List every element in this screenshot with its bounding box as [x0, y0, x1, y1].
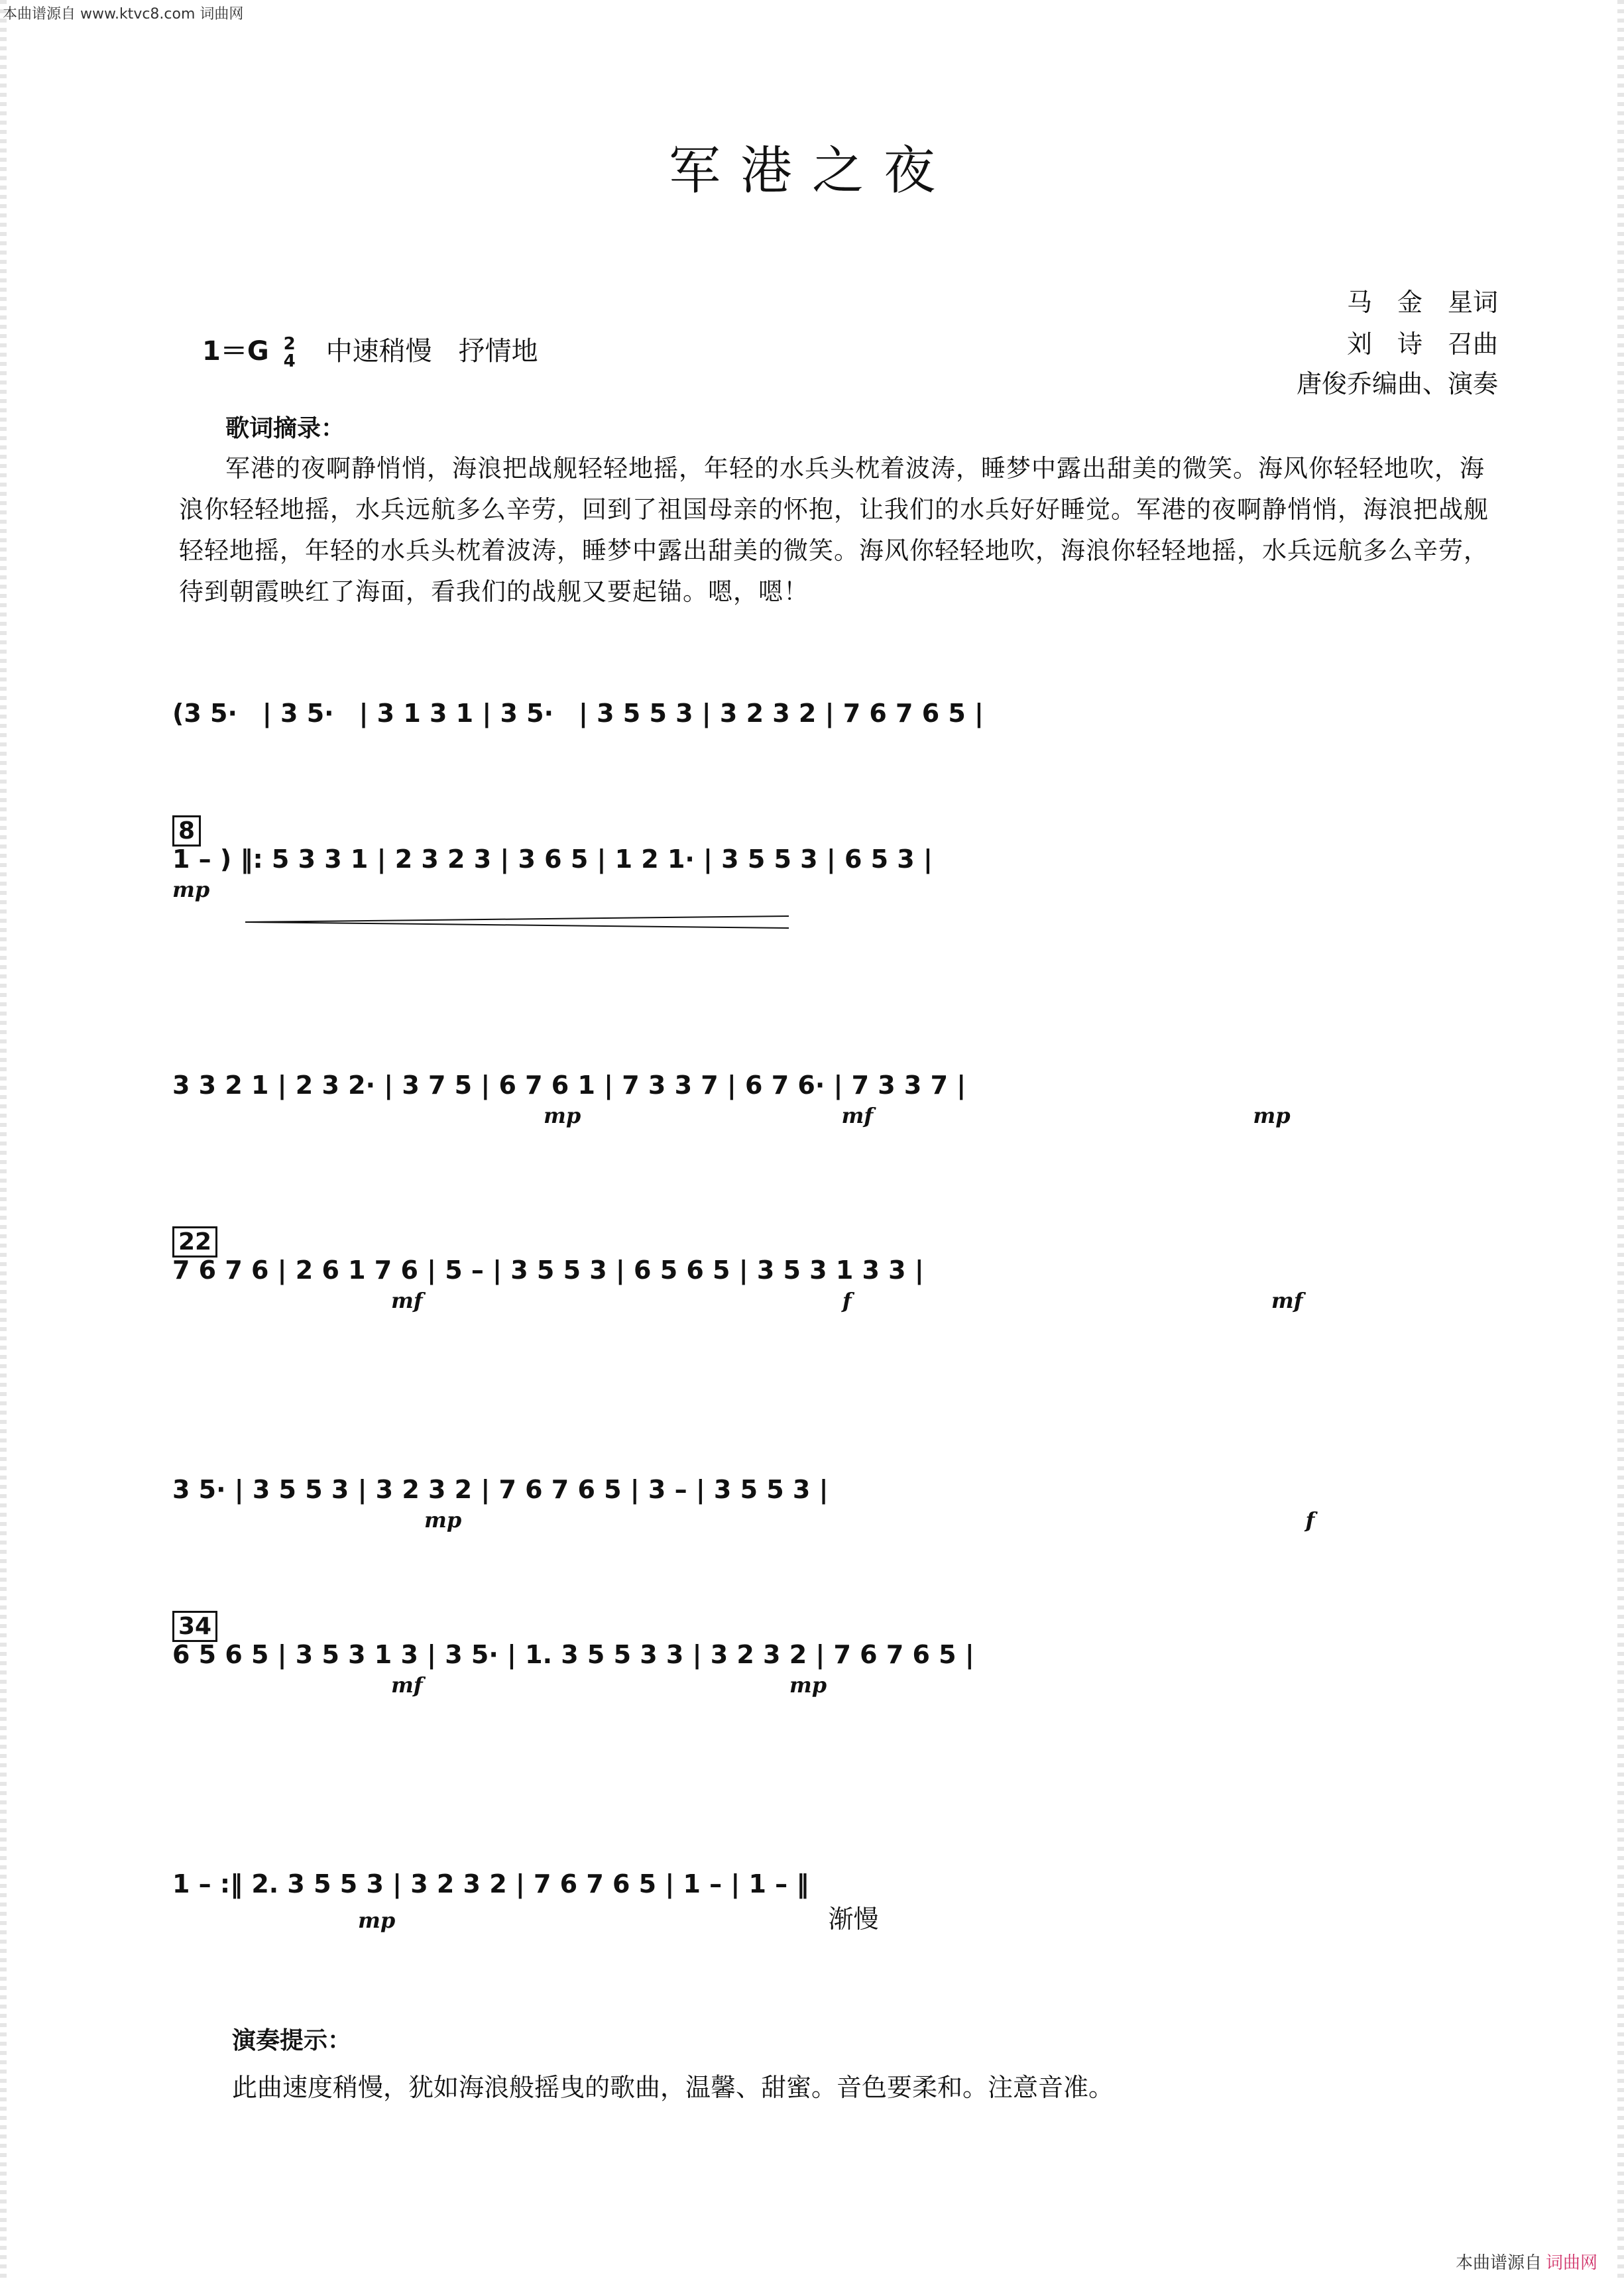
key-signature: [202, 330, 538, 370]
ritardando-annotation: 渐慢: [828, 1904, 879, 1934]
score-line-6: [172, 1611, 1497, 1710]
performance-notes-text: 此曲速度稍慢，犹如海浪般摇曳的歌曲，温馨、甜蜜。音色要柔和。注意音准。: [232, 2073, 1114, 2102]
notation-text: 7 6 7 6 | 2 6 1 7 6 | 5 – | 3 5 5 3 | 6 5 6 5 | 3 5 3 1 3 3 |: [172, 1256, 924, 1285]
score-line-4: [172, 1226, 1497, 1326]
left-edge-decoration: [0, 0, 7, 2283]
dynamic-marking: mf: [391, 1672, 423, 1698]
crescendo-hairpin: [245, 915, 789, 929]
score-line-3: [172, 1071, 1497, 1170]
notation-text: 3 3 2 1 | 2 3 2· | 3 7 5 | 6 7 6 1 | 7 3 3 7 | 6 7 6· | 7 3 3 7 |: [172, 1071, 966, 1100]
dynamic-marking: mf: [1271, 1288, 1303, 1313]
notation-text: 6 5 6 5 | 3 5 3 1 3 | 3 5· | 1. 3 5 5 3 3 | 3 2 3 2 | 7 6 7 6 5 |: [172, 1640, 974, 1669]
dynamic-marking: mp: [424, 1507, 462, 1533]
time-signature: [284, 335, 296, 370]
bottom-watermark-brand: 词曲网: [1545, 2253, 1597, 2273]
dynamic-marking: mp: [172, 877, 210, 902]
arranger-credit: 唐俊乔编曲、演奏: [1296, 369, 1498, 398]
tempo-marking: 中速稍慢 抒情地: [325, 336, 538, 367]
lyrics-text: 军港的夜啊静悄悄，海浪把战舰轻轻地摇，年轻的水兵头枕着波涛，睡梦中露出甜美的微笑。海风你轻轻地吹，海浪你轻轻地摇，水兵远航多么辛劳，回到了祖国母亲的怀抱，让我们的水兵好好睡觉。军港的夜啊静悄悄，海浪把战舰轻轻地摇，年轻的水兵头枕着波涛，睡梦中露出甜美的微笑。海风你轻轻地吹，海浪你轻轻地摇，水兵远航多么辛劳，待到朝霞映红了海面，看我们的战舰又要起锚。嗯，嗯！: [179, 454, 1489, 606]
dynamic-marking: mf: [841, 1103, 874, 1128]
time-bottom: 4: [283, 351, 296, 371]
lyricist-credit: 马 金 星词: [1346, 288, 1498, 317]
performance-notes-heading: 演奏提示：: [232, 2027, 352, 2054]
measure-number: 22: [172, 1226, 217, 1258]
notation-text: 1 – ) ‖: 5 3 3 1 | 2 3 2 3 | 3 6 5 | 1 2 1· | 3 5 5 3 | 6 5 3 |: [172, 845, 933, 874]
top-watermark: 本曲谱源自 www.ktvc8.com 词曲网: [3, 6, 244, 23]
page-title: 军港之夜: [668, 141, 955, 201]
key-label: 1＝G: [202, 336, 269, 367]
right-edge-decoration: [1617, 0, 1624, 2283]
notation-text: 3 5· | 3 5 5 3 | 3 2 3 2 | 7 6 7 6 5 | 3 – | 3 5 5 3 |: [172, 1475, 829, 1504]
dynamic-marking: f: [842, 1288, 852, 1313]
dynamic-marking: mp: [544, 1103, 581, 1128]
dynamic-marking: f: [1305, 1507, 1315, 1533]
score-line-7: [172, 1869, 1497, 1969]
bottom-watermark: [1456, 2249, 1597, 2274]
measure-number: 8: [172, 815, 201, 847]
score-line-5: [172, 1475, 1497, 1574]
lyrics-heading: 歌词摘录：: [225, 415, 345, 442]
score-line-1: [172, 693, 1497, 792]
notation-text: 1 – :‖ 2. 3 5 5 3 | 3 2 3 2 | 7 6 7 6 5 | 1 – | 1 – ‖: [172, 1869, 809, 1899]
dynamic-marking: mf: [391, 1288, 423, 1313]
score-line-2: [172, 815, 1497, 915]
dynamic-marking: mp: [1253, 1103, 1291, 1128]
time-top: 2: [283, 334, 296, 354]
bottom-watermark-source: 本曲谱源自: [1455, 2253, 1542, 2273]
dynamic-marking: mp: [358, 1908, 396, 1933]
notation-text: (3 5· | 3 5· | 3 1 3 1 | 3 5· | 3 5 5 3 | 3 2 3 2 | 7 6 7 6 5 |: [172, 699, 984, 728]
measure-number: 34: [172, 1611, 217, 1642]
dynamic-marking: mp: [789, 1672, 827, 1698]
composer-credit: 刘 诗 召曲: [1346, 329, 1498, 359]
